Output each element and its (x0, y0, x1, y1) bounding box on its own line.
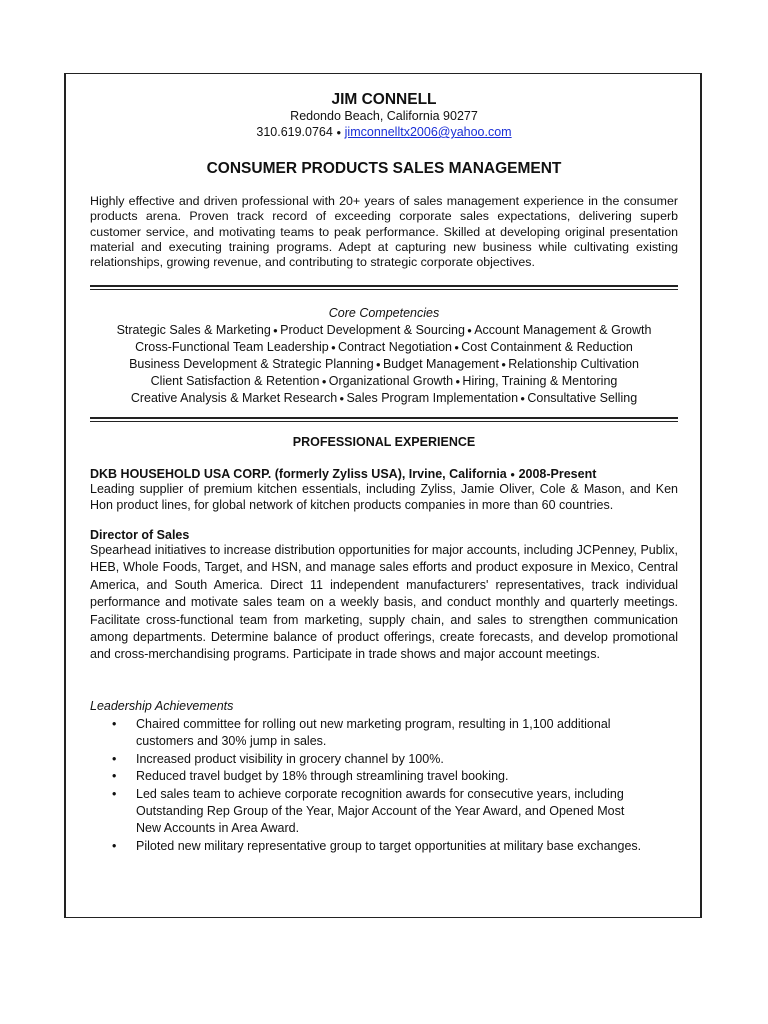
role-description: Spearhead initiatives to increase distribution opportunities for major accounts, including JCPenney, Publix, HEB, Whole Foods, Target, and HSN, and manage sales efforts and product exposure in Mexico, Central America, and South America. Direct 11 independent manufacturers' representatives, track individual performance and motivate sales team on a weekly basis, and conduct monthly and quarterly meetings. Facilitate cross-functional team from marketing, supply chain, and sales to strengthen communication among departments. Determine balance of product offerings, create forecasts, and develop promotional and cross-merchandising programs. Participate in trade shows and major account meetings. (90, 543, 678, 662)
achievements-list (112, 716, 642, 855)
achievement-item (112, 768, 642, 785)
competency-item: Cost Containment & Reduction (461, 340, 633, 354)
competency-item: Strategic Sales & Marketing (116, 323, 271, 337)
competency-line (90, 356, 678, 373)
resume-page (64, 73, 702, 918)
achievement-text: Piloted new military representative group to target opportunities at military base exchanges. (136, 838, 642, 853)
bullet-separator: ● (518, 394, 528, 403)
achievement-item (112, 786, 642, 838)
bullet-icon: • (112, 838, 117, 853)
competency-line (90, 339, 678, 356)
section-title-experience: PROFESSIONAL EXPERIENCE (292, 435, 476, 449)
bullet-separator: ● (451, 343, 462, 352)
bullet-separator: ● (270, 326, 281, 335)
competency-item: Consultative Selling (527, 391, 638, 405)
bullet-separator: ● (336, 128, 342, 137)
bullet-separator: ● (453, 377, 463, 386)
competencies-list (90, 322, 678, 407)
resume-headline: CONSUMER PRODUCTS SALES MANAGEMENT (206, 160, 562, 177)
achievements-title: Leadership Achievements (90, 699, 234, 713)
competency-item: Cross-Functional Team Leadership (135, 340, 329, 354)
competency-item: Contract Negotiation (338, 340, 452, 354)
bullet-separator: ● (337, 394, 347, 403)
phone-number: 310.619.0764 (256, 125, 333, 139)
bullet-icon: • (112, 751, 117, 766)
bullet-icon: • (112, 717, 117, 731)
bullet-icon: • (112, 786, 117, 801)
achievement-text: Chaired committee for rolling out new marketing program, resulting in 1,100 additional customers and 30% jump in sales. (136, 717, 611, 749)
bullet-separator: ● (510, 470, 516, 479)
competency-item: Sales Program Implementation (346, 391, 519, 405)
competency-item: Client Satisfaction & Retention (150, 374, 320, 388)
candidate-name: JIM CONNELL (331, 91, 437, 108)
divider-top (90, 285, 678, 287)
bullet-separator: ● (328, 343, 339, 352)
competency-item: Product Development & Sourcing (280, 323, 465, 337)
contact-line (90, 125, 678, 139)
bullet-separator: ● (373, 360, 383, 369)
achievement-item (112, 716, 642, 751)
achievement-text: Increased product visibility in grocery channel by 100%. (136, 751, 444, 766)
competency-line (90, 390, 678, 407)
company-block (90, 467, 678, 513)
achievement-item (112, 838, 642, 855)
competency-item: Organizational Growth (328, 374, 454, 388)
competency-item: Creative Analysis & Market Research (130, 391, 338, 405)
achievement-item (112, 751, 642, 768)
competency-item: Budget Management (382, 357, 499, 371)
company-dates: 2008-Present (518, 467, 597, 481)
bullet-separator: ● (464, 326, 475, 335)
achievement-text: Reduced travel budget by 18% through streamlining travel booking. (136, 769, 509, 784)
achievement-text: Led sales team to achieve corporate recognition awards for consecutive years, including Outstanding Rep Group of the Year, Major Account of the Year Award, and Opened Most New Accounts in Area Award. (136, 786, 625, 836)
competencies-title: Core Competencies (328, 306, 440, 320)
competency-item: Hiring, Training & Mentoring (462, 374, 618, 388)
competency-line (90, 322, 678, 339)
company-description: Leading supplier of premium kitchen essentials, including Zyliss, Jamie Oliver, Cole & Mason, and Ken Hon product lines, for global network of kitchen products companies in more than 60 countries. (90, 482, 678, 512)
divider-bottom (90, 417, 678, 419)
bullet-separator: ● (319, 377, 329, 386)
bullet-separator: ● (499, 360, 509, 369)
email-link[interactable]: jimconnelltx2006@yahoo.com (344, 125, 512, 139)
candidate-address: Redondo Beach, California 90277 (290, 109, 478, 123)
competency-item: Relationship Cultivation (508, 357, 639, 371)
competency-line (90, 373, 678, 390)
bullet-icon: • (112, 769, 117, 784)
summary-paragraph: Highly effective and driven professional with 20+ years of sales management experience in the consumer products arena. Proven track record of exceeding corporate sales expectations, delivering superb customer service, and motivating teams to peak performance. Skilled at developing original presentation material and executing training programs. Adept at capturing new business while cultivating existing relationships, growing revenue, and contributing to strategic corporate objectives. (90, 194, 678, 270)
role-block (90, 528, 678, 664)
competency-item: Business Development & Strategic Planning (129, 357, 374, 371)
competency-item: Account Management & Growth (474, 323, 652, 337)
company-name: DKB HOUSEHOLD USA CORP. (formerly Zyliss USA), Irvine, California (90, 467, 507, 481)
company-heading (90, 467, 678, 481)
role-title: Director of Sales (90, 528, 190, 542)
